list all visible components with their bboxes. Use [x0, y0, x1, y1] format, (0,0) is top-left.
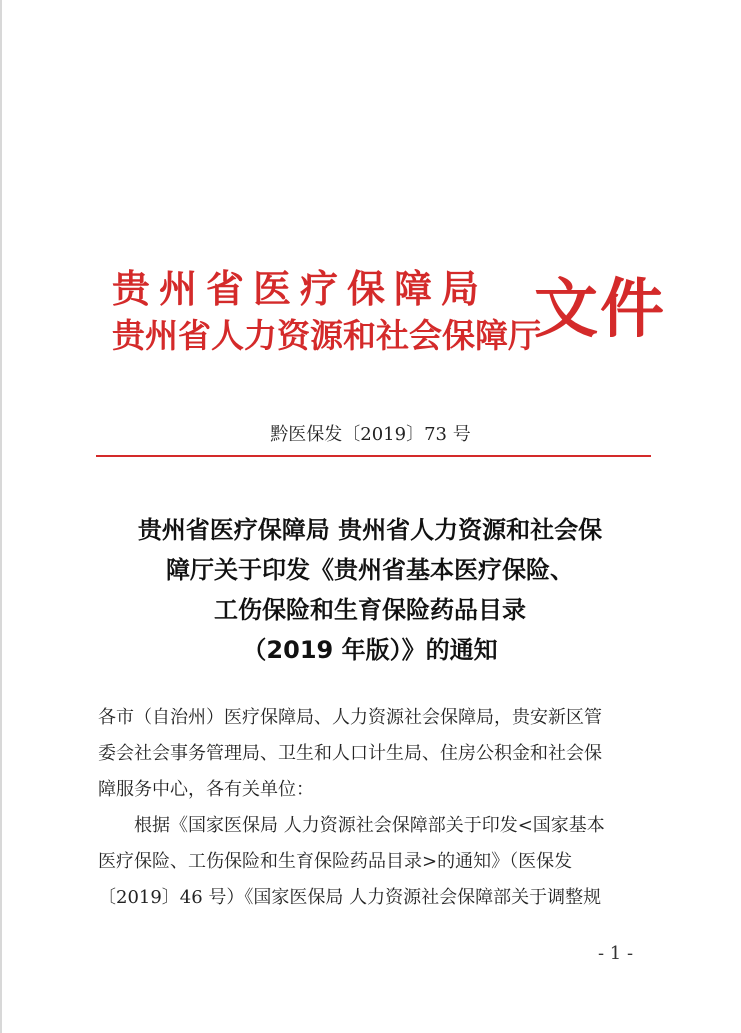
- issuer-line-1: 贵州省医疗保障局: [112, 267, 489, 311]
- document-number: 黔医保发〔2019〕73 号: [270, 424, 471, 445]
- document-type-label: 文件: [534, 273, 666, 347]
- body-line: 〔2019〕46 号）《国家医保局 人力资源社会保障部关于调整规: [98, 887, 602, 908]
- body-line: 医疗保险、工伤保险和生育保险药品目录>的通知》（医保发: [98, 851, 573, 872]
- red-header: [112, 252, 672, 362]
- title-line: （2019 年版）》的通知: [242, 636, 498, 664]
- issuer-line-2: 贵州省人力资源和社会保障厅: [112, 316, 541, 355]
- body-line: 根据《国家医保局 人力资源社会保障部关于印发<国家基本: [134, 815, 605, 836]
- red-divider-line: [96, 455, 651, 457]
- page-number: - 1 -: [598, 943, 634, 964]
- title-line: 障厅关于印发《贵州省基本医疗保险、: [166, 556, 574, 584]
- title-line: 工伤保险和生育保险药品目录: [214, 596, 526, 624]
- document-title: [80, 510, 660, 670]
- title-line: 贵州省医疗保障局 贵州省人力资源和社会保: [137, 516, 603, 544]
- body-line: 障服务中心，各有关单位：: [98, 779, 314, 800]
- body-line: 各市（自治州）医疗保障局、人力资源社会保障局，贵安新区管: [98, 707, 602, 728]
- document-body: [98, 700, 658, 916]
- body-line: 委会社会事务管理局、卫生和人口计生局、住房公积金和社会保: [98, 743, 602, 764]
- page-edge: [0, 0, 2, 1033]
